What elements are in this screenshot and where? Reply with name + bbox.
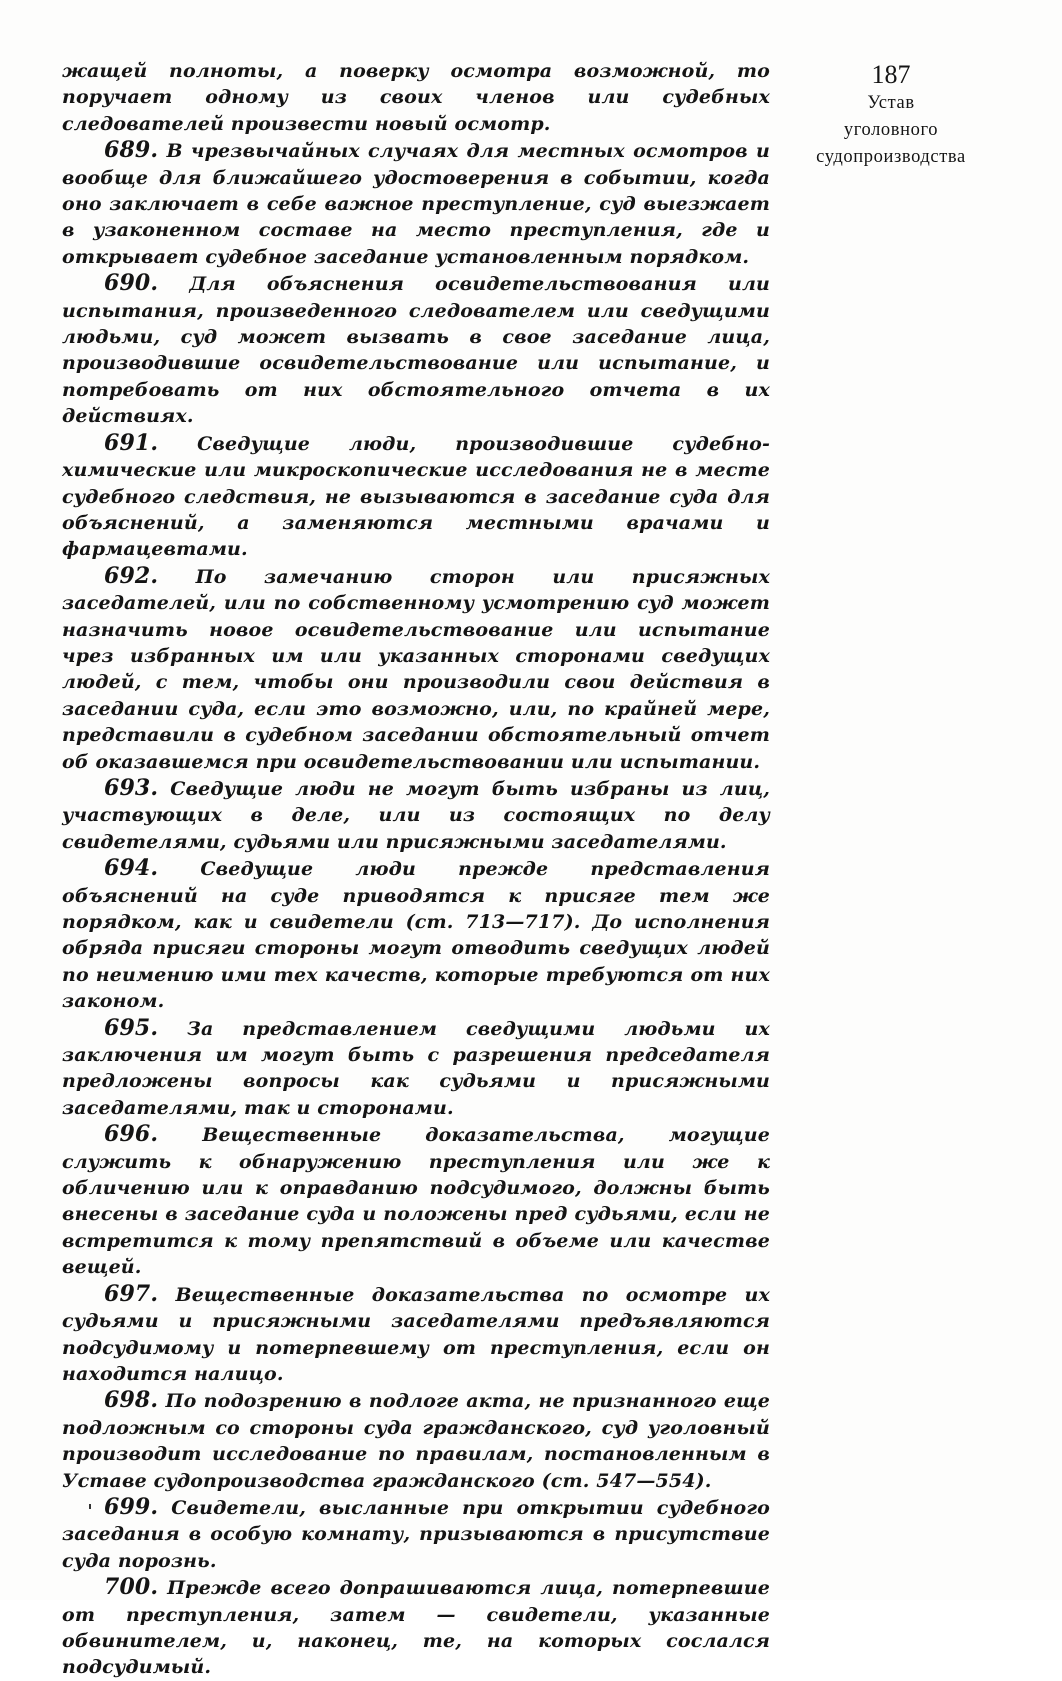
paragraph-continuation bbox=[62, 58, 770, 137]
article-text: Вещественные доказательства по осмотре их судьями и присяжными заседателями предъявляются подсудимому и потерпевшему от преступления, если он находится налицо. bbox=[62, 1283, 770, 1385]
article-number: 695. bbox=[104, 1014, 159, 1041]
article-text: За представлением сведущими людьми их заключения им могут быть с разрешения председателя предложены вопросы как судьями и присяжными заседателями, так и сторонами. bbox=[62, 1017, 770, 1119]
article-text: Прежде всего допрашиваются лица, потерпевшие от преступления, затем — свидетели, указанные обвинителем, и, наконец, те, на которых сослался подсудимый. bbox=[62, 1577, 771, 1679]
article-number: 692. bbox=[104, 562, 159, 589]
article-text: Сведущие люди прежде представления объяснений на суде приводятся к присяге тем же порядком, как и свидетели (ст. 713—717). До исполнения обряда присяги стороны могут отводить сведущих людей по неимению ими тех качеств, которые требуются от них законом. bbox=[62, 858, 770, 1013]
article-number: 694. bbox=[104, 855, 159, 882]
article-text: Для объяснения освидетельствования или испытания, произведенного следователем или сведущими людьми, суд может вызвать в свое заседание лица, производившие освидетельствование или испытание, и потребовать от них обстоятельного отчета в их действиях. bbox=[62, 273, 770, 428]
article-number: 698. bbox=[104, 1387, 159, 1414]
article-text: Сведущие люди не могут быть избраны из лиц, участвующих в деле, или из состоящих по делу свидетелями, судьями или присяжными заседателями. bbox=[62, 777, 770, 853]
page-number: 187 bbox=[871, 60, 911, 89]
article-695 bbox=[62, 1015, 770, 1122]
article-691 bbox=[62, 430, 770, 563]
article-699 bbox=[62, 1494, 770, 1574]
article-697 bbox=[62, 1281, 770, 1388]
article-number: 699. bbox=[104, 1493, 159, 1520]
statute-text bbox=[62, 58, 770, 1681]
article-698 bbox=[62, 1387, 770, 1494]
running-title-line: судопроизводства bbox=[816, 147, 966, 167]
page-header bbox=[792, 60, 990, 171]
article-number: 689. bbox=[104, 137, 159, 164]
article-text: В чрезвычайных случаях для местных осмотров и вообще для ближайшего удостоверения в событии, когда оно заключает в себе важное преступление, суд выезжает в узаконенном составе на место преступления, где и открывает судебное заседание установленным порядком. bbox=[62, 140, 771, 268]
running-title-line: Устав bbox=[867, 93, 915, 113]
running-title-line: уголовного bbox=[843, 120, 939, 140]
article-696 bbox=[62, 1121, 770, 1280]
article-693 bbox=[62, 775, 770, 855]
article-number: 696. bbox=[104, 1121, 159, 1148]
article-text: По подозрению в подлоге акта, не признанного еще подложным со стороны суда гражданского, суд уголовный производит исследование по правилам, постановленным в Уставе судопроизводства гражданского (ст. 547—554). bbox=[62, 1390, 771, 1492]
article-number: 693. bbox=[104, 774, 159, 801]
article-text: Сведущие люди, производившие судебно-химические или микроскопические исследования не в месте судебного следствия, не вызываются в заседание суда для объяснений, а заменяются местными врачами и фармацевтами. bbox=[62, 432, 770, 561]
article-text: Вещественные доказательства, могущие служить к обнаружению преступления или же к обличению или к оправданию подсудимого, должны быть внесены в заседание суда и положены пред судьями, если не встретится к тому препятствий в объеме или качестве вещей. bbox=[62, 1124, 770, 1279]
scan-speck bbox=[89, 1504, 91, 1509]
article-number: 690. bbox=[104, 270, 159, 297]
article-689 bbox=[62, 137, 770, 270]
article-text: Свидетели, высланные при открытии судебного заседания в особую комнату, призываются в присутствие суда порознь. bbox=[62, 1496, 770, 1572]
article-692 bbox=[62, 563, 770, 775]
article-number: 697. bbox=[104, 1280, 159, 1307]
article-number: 700. bbox=[104, 1574, 159, 1601]
article-700 bbox=[62, 1574, 770, 1681]
article-number: 691. bbox=[104, 429, 159, 456]
paragraph-text: жащей полноты, а поверку осмотра возможной, то поручает одному из своих членов или судебных следователей произвести новый осмотр. bbox=[62, 60, 770, 135]
article-690 bbox=[62, 270, 770, 429]
article-text: По замечанию сторон или присяжных заседателей, или по собственному усмотрению суд может назначить новое освидетельствование или испытание чрез избранных им или указанных сторонами сведущих людей, с тем, чтобы они производили свои действия в заседании суда, если это возможно, или, по крайней мере, представили в судебном заседании обстоятельный отчет об оказавшемся при освидетельствовании или испытании. bbox=[62, 565, 771, 773]
article-694 bbox=[62, 855, 770, 1014]
